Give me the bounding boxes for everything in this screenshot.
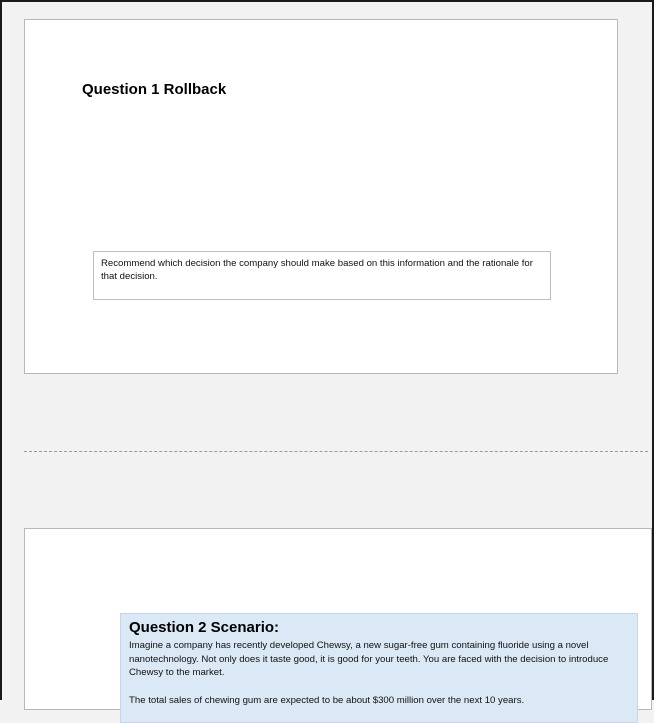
slide-question-1[interactable] xyxy=(24,19,618,374)
question-2-heading: Question 2 Scenario: xyxy=(129,619,280,636)
question-2-scenario-text-continued: The total sales of chewing gum are expected to be about $300 million over the next 10 years. xyxy=(129,694,525,706)
question-2-scenario-text: Imagine a company has recently developed Chewsy, a new sugar-free gum containing fluoride using a novel nanotechnology. Not only does it taste good, it is good for your teeth. You are faced with the decision to introduce Chewsy to the market. xyxy=(129,640,609,678)
window-top-edge xyxy=(0,0,654,2)
question-1-prompt-box[interactable] xyxy=(93,251,551,300)
question-2-scenario-box xyxy=(120,613,638,723)
question-1-prompt-text: Recommend which decision the company should make based on this information and the rationale for that decision. xyxy=(101,258,533,282)
question-1-title: Question 1 Rollback xyxy=(82,81,227,98)
slide-separator xyxy=(24,451,648,452)
slide-question-2[interactable] xyxy=(24,528,652,710)
window-left-edge xyxy=(0,0,2,700)
